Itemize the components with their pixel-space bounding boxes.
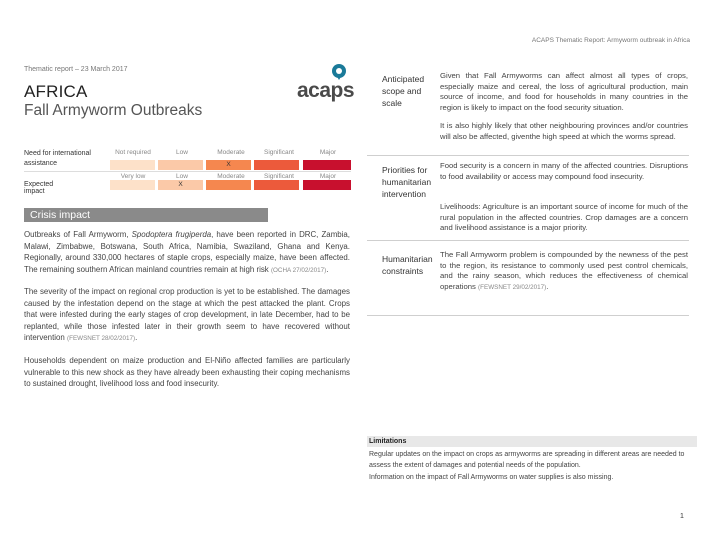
need-cell-2: X — [206, 160, 251, 170]
impact-level-1: Low — [176, 173, 188, 180]
impact-level-2: Moderate — [217, 173, 245, 180]
impact-level-4: Major — [319, 173, 337, 180]
crisis-paragraph-2: The severity of the impact on regional crop production is yet to be established. The damages caused by the infestation depend on the stage at which the pest attacked the plant. Crops that were infested during the early stages of crop development, in late December, had to be replanted, while those infested later in their growth seem to have recovered without intervention (FEWSNET 28/02/2017). — [24, 287, 350, 342]
limitations-heading: Limitations — [367, 436, 697, 447]
scope-text-1: Given that Fall Armyworms can affect almost all types of crops, especially maize and cereal, the loss of agricultural production, main source of income, and food for households in many countries in the region is likely to impact on the food security situation. — [440, 71, 688, 112]
need-cell-0 — [110, 160, 155, 170]
priorities-text-1: Food security is a concern in many of the affected countries. Disruptions to food availability or access may compound food insecurity. — [440, 161, 688, 181]
limitations-text-2: Information on the impact of Fall Armyworms on water supplies is also missing. — [369, 474, 614, 481]
need-level-3: Significant — [264, 149, 294, 156]
priorities-text-2: Livelihoods: Agriculture is an important source of income for much of the rural population in the affected countries. Crop damages are a concern and livelihood assistance is a major priority. — [440, 202, 688, 232]
need-cell-1 — [158, 160, 203, 170]
need-label: Need for international assistance — [24, 150, 91, 167]
constraints-text: The Fall Armyworm problem is compounded by the newness of the pest to the region, its resistance to commonly used pest control chemicals, and the rainy season, which reduces the effectiveness of chemical operations (FEWSNET 29/02/2017). — [440, 250, 688, 291]
impact-label: Expected impact — [24, 181, 54, 195]
region-title: AFRICA — [24, 82, 88, 101]
need-level-1: Low — [176, 149, 188, 156]
impact-level-0: Very low — [120, 173, 146, 180]
constraints-label: Humanitarian constraints — [382, 254, 433, 276]
source-citation: (FEWSNET 29/02/2017) — [478, 283, 547, 291]
crisis-impact-heading: Crisis impact — [24, 208, 268, 222]
impact-cell-2 — [206, 180, 251, 190]
crisis-paragraph-1: Outbreaks of Fall Armyworm, Spodoptera frugiperda, have been reported in DRC, Zambia, Malawi, Zimbabwe, Botswana, South Africa, Namibia, Swaziland, Ghana and Kenya. Regionally, around 330,000 hectares of staple crops, especially maize, have been affected. The remaining southern African mainland countries remain at high risk (OCHA 27/02/2017). — [24, 230, 350, 274]
acaps-logo — [297, 64, 355, 102]
impact-cell-0 — [110, 180, 155, 190]
need-level-2: Moderate — [217, 149, 245, 156]
source-citation: (OCHA 27/02/2017) — [270, 266, 327, 274]
scope-label: Anticipated scope and scale — [382, 74, 425, 108]
source-citation: (FEWSNET 28/02/2017) — [67, 335, 136, 342]
page-title: Fall Armyworm Outbreaks — [24, 102, 203, 119]
crisis-paragraph-3: Households dependent on maize production and El-Niño affected families are particularly vulnerable to this new shock as they have already been exhausting their coping mechanisms to sustained drought, livelihood loss and food insecurity. — [24, 356, 350, 388]
logo-text: acaps — [297, 79, 355, 102]
need-cell-4 — [303, 160, 351, 170]
page-number: 1 — [680, 513, 684, 520]
impact-cell-3 — [254, 180, 299, 190]
report-date: Thematic report – 23 March 2017 — [24, 66, 128, 73]
limitations-text-1: Regular updates on the impact on crops as armyworms are spreading in different areas are needed to assess the extent of damages and potential needs of the population. — [369, 451, 685, 469]
impact-cell-4 — [303, 180, 351, 190]
need-level-4: Major — [319, 149, 337, 156]
impact-level-3: Significant — [264, 173, 294, 180]
need-level-0: Not required — [115, 149, 151, 156]
impact-cell-1: X — [158, 180, 203, 190]
need-cell-3 — [254, 160, 299, 170]
scope-text-2: It is also highly likely that other neighbouring provinces and/or countries will also be affected, giventhe high speed at which the worms spread. — [440, 121, 688, 141]
priorities-label: Priorities for humanitarian intervention — [382, 165, 432, 199]
running-header: ACAPS Thematic Report: Armyworm outbreak in Africa — [531, 37, 690, 44]
